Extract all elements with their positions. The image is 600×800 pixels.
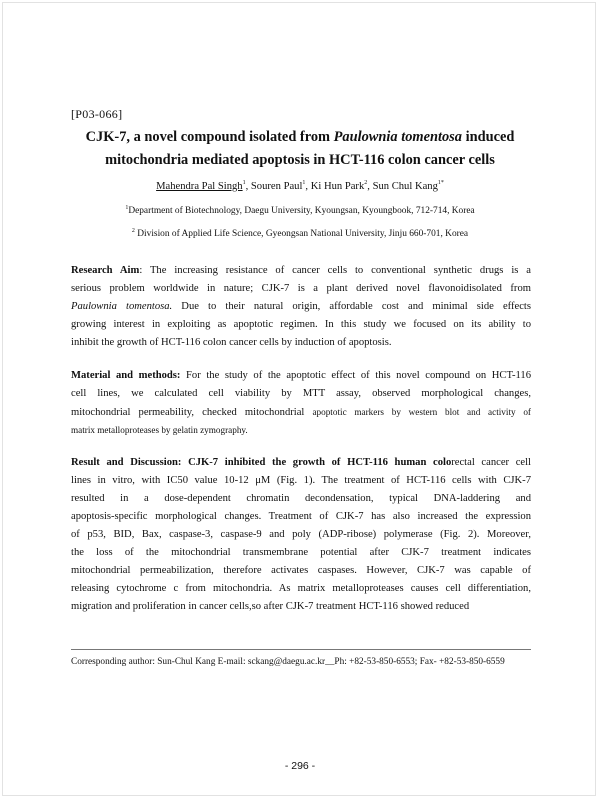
page-number: - 296 -	[284, 760, 316, 772]
results-line: Result and Discussion: CJK-7 inhibited the growth of HCT-116 human colorectal cancer cell	[71, 457, 531, 468]
affiliation-2: $^2$ Division of Applied Life Science, Gyeongsan National University, Jinju 660-701, Korea	[131, 228, 469, 239]
corresponding-author-note: Corresponding author: Sun-Chul Kang E-mail: sckang@daegu.ac.kr__Ph: +82-53-850-6553; Fax- +82-53-850-6559	[71, 657, 505, 667]
research-aim-heading: Research Aim	[71, 265, 140, 276]
results-heading: Result and Discussion: CJK-7 inhibited the growth of HCT-116 human colo	[71, 457, 452, 468]
results-line: resulted in a dose-dependent chromatin decondensation, typical DNA-laddering and	[71, 493, 531, 504]
footnote-divider	[71, 649, 531, 650]
results-line: lines in vitro, with IC50 value 10-12 μM (Fig. 1). The treatment of HCT-116 cells with CJK-7	[71, 475, 531, 486]
abstract-code: [P03-066]	[71, 107, 123, 121]
affiliation-1: $^1$Department of Biotechnology, Daegu University, Kyoungsan, Kyoungbook, 712-714, Korea	[125, 205, 475, 216]
methods-line: mitochondrial permeability, checked mitochondrial apoptotic markers by western blot and activity of	[71, 407, 531, 418]
results-line: mitochondrial permeabilization, therefore activates caspases. However, CJK-7 was capable of	[71, 565, 531, 576]
results-line: the loss of the mitochondrial transmembrane potential after CJK-7 treatment indicates	[71, 547, 531, 558]
results-line: releasing cytochrome c from mitochondria. As matrix metalloproteases causes cell differentiation,	[71, 583, 531, 594]
research-aim-line: Research Aim: The increasing resistance of cancer cells to conventional synthetic drugs is a	[71, 265, 531, 276]
research-aim-line: Paulownia tomentosa. Due to their natural origin, affordable cost and minimal side effects	[71, 301, 531, 312]
title-species-name: Paulownia tomentosa	[333, 129, 462, 145]
author-list: Mahendra Pal Singh$^1$, Souren Paul$^1$, Ki Hun Park$^2$, Sun Chul Kang$^{1*}$	[156, 180, 444, 192]
results-line: of p53, BID, Bax, caspase-3, caspase-9 and poly (ADP-ribose) polymerase (Fig. 2). Moreover,	[71, 529, 531, 540]
title-line-1: CJK-7, a novel compound isolated from Paulownia tomentosa induced	[85, 129, 515, 145]
results-line: migration and proliferation in cancer cells,so after CJK-7 treatment HCT-116 showed reduced	[71, 601, 470, 612]
research-aim-line: growing interest in exploiting as apoptotic regimen. In this study we focused on its ability to	[71, 319, 531, 330]
results-line: apoptosis-specific morphological changes. Treatment of CJK-7 has also increased the expression	[71, 511, 531, 522]
methods-line: Material and methods: For the study of the apoptotic effect of this novel compound on HCT-116	[71, 370, 531, 381]
research-aim-line: serious problem worldwide in nature; CJK-7 is a plant derived novel flavonoidisolated from	[71, 283, 531, 294]
methods-line: cell lines, we calculated cell viability by MTT assay, observed morphological changes,	[71, 388, 531, 399]
corresponding-author-contact: Sun-Chul Kang E-mail: sckang@daegu.ac.kr__Ph: +82-53-850-6553; Fax- +82-53-850-6559	[157, 657, 505, 667]
methods-line: matrix metalloproteases by gelatin zymography.	[71, 425, 248, 435]
research-aim-line: inhibit the growth of HCT-116 colon cancer cells by induction of apoptosis.	[71, 337, 392, 348]
methods-heading: Material and methods:	[71, 370, 181, 381]
title-line-2: mitochondria mediated apoptosis in HCT-116 colon cancer cells	[105, 152, 495, 168]
presenting-author: Mahendra Pal Singh	[156, 181, 243, 192]
